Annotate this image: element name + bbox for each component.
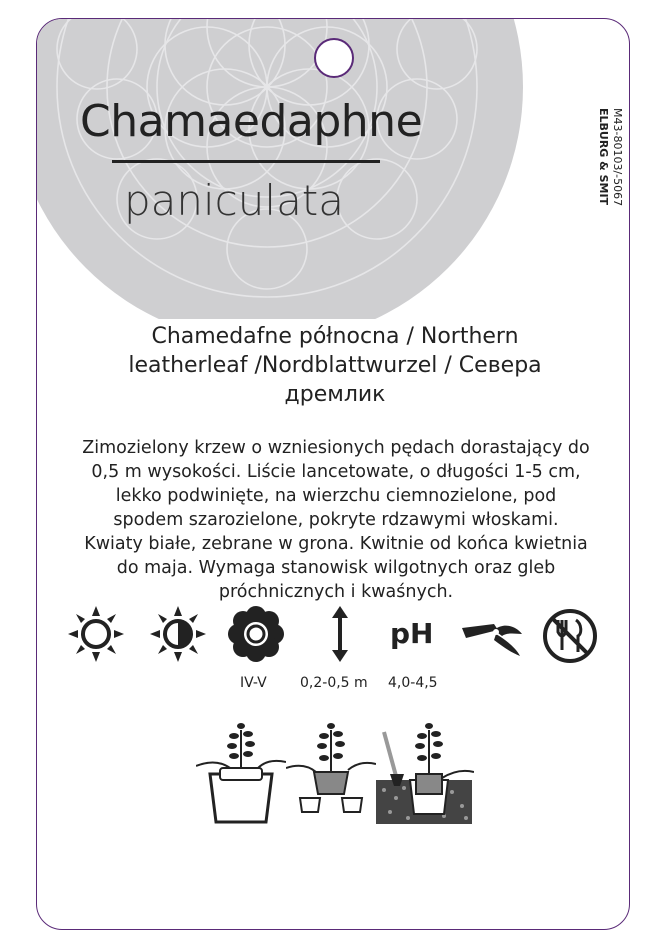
pruning-shears-icon — [458, 604, 528, 664]
ph-label: 4,0-4,5 — [388, 675, 438, 691]
plant-description: Zimozielony krzew o wzniesionych pędach dorastający do 0,5 m wysokości. Liście lancetowate, o długości 1-5 cm, lekko podwinięte, na wierzchu ciemnozielone, pod spodem szarozielone, pokryte rdzawymi włoskami. Kwiaty białe, zebrane w grona. Kwitnie od końca kwietnia do maja. Wymaga stanowisk wilgotnych oraz gleb próchnicznych i kwaśnych. — [82, 438, 590, 602]
product-code: M43-80103/-5067 — [611, 108, 624, 207]
planting-step-soil-icon — [374, 718, 474, 826]
flower-icon — [226, 604, 286, 664]
height-label: 0,2-0,5 m — [300, 675, 368, 691]
flowering-period-label: IV-V — [240, 675, 267, 691]
planting-step-pot-icon — [196, 718, 286, 826]
height-arrow-icon — [310, 604, 370, 664]
brand-name: ELBURG & SMIT — [597, 108, 610, 206]
common-names: Chamedafne północna / Northern leatherleaf /Nordblattwurzel / Севера дремлик — [128, 324, 542, 407]
half-shade-icon — [148, 604, 208, 664]
brand-vertical-text — [596, 108, 626, 248]
title-divider — [112, 160, 380, 163]
ph-icon: pH — [390, 617, 434, 650]
plant-species: paniculata — [124, 176, 345, 225]
full-sun-icon — [66, 604, 126, 664]
no-cutting-icon — [540, 606, 600, 666]
plant-genus: Chamaedaphne — [80, 96, 423, 147]
planting-step-unpot-icon — [286, 718, 376, 826]
hanging-hole — [314, 38, 354, 78]
